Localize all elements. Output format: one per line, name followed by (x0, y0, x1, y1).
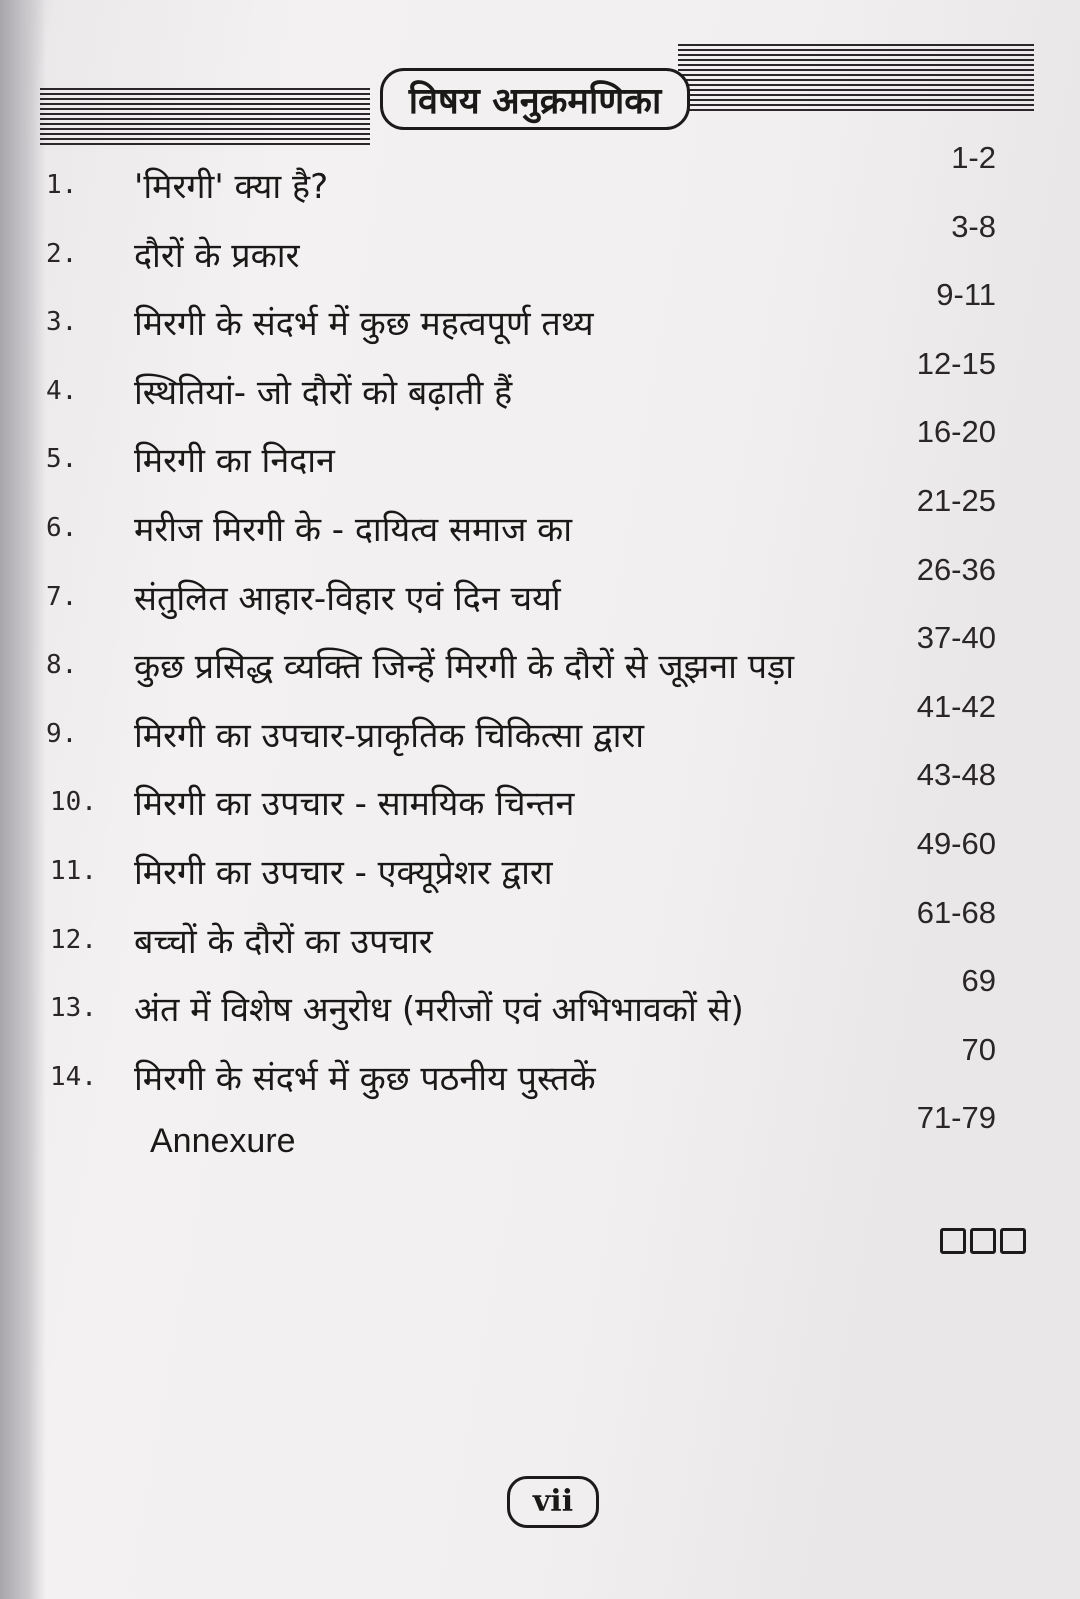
toc-number: 10. (50, 787, 97, 818)
toc-title: कुछ प्रसिद्ध व्यक्ति जिन्हें मिरगी के दौरों से जूझना पड़ा (134, 647, 795, 688)
toc-number: 8. (46, 650, 78, 681)
toc-title: संतुलित आहार-विहार एवं दिन चर्या (134, 578, 561, 619)
toc-number: 5. (46, 444, 78, 475)
toc-number: 9. (46, 718, 78, 749)
toc-pages: 12-15 (916, 345, 996, 381)
page-number: vii (532, 1484, 574, 1519)
toc-pages: 70 (961, 1031, 996, 1067)
toc-title: Annexure (150, 1122, 296, 1161)
toc-row (36, 1100, 1046, 1169)
toc-title: मिरगी का उपचार - सामयिक चिन्तन (134, 784, 575, 825)
toc-pages: 61-68 (916, 894, 996, 930)
toc-number: 14. (50, 1061, 97, 1092)
page-title: विषय अनुक्रमणिका (408, 80, 662, 122)
toc-title: मिरगी के संदर्भ में कुछ पठनीय पुस्तकें (134, 1058, 596, 1099)
toc-number: 1. (46, 170, 78, 200)
toc-row (36, 620, 1046, 689)
toc-number: 2. (46, 238, 78, 269)
toc-header (40, 44, 992, 144)
end-of-section-marks (940, 1228, 1026, 1254)
toc-row (36, 963, 1046, 1032)
toc-row (36, 140, 1046, 209)
toc-number: 3. (46, 307, 78, 338)
toc-pages: 71-79 (916, 1100, 996, 1136)
toc-title: अंत में विशेष अनुरोध (मरीजों एवं अभिभावकों से) (134, 990, 744, 1031)
toc-title: मिरगी का उपचार-प्राकृतिक चिकित्सा द्वारा (134, 715, 645, 756)
toc-row (36, 757, 1046, 826)
header-rule-right (678, 44, 1034, 114)
toc-pages: 16-20 (916, 414, 996, 450)
toc-title: मिरगी के संदर्भ में कुछ महत्वपूर्ण तथ्य (134, 304, 594, 345)
toc-title: दौरों के प्रकार (134, 235, 300, 276)
toc-row (36, 1032, 1046, 1101)
title-frame (380, 68, 690, 130)
toc-number: 13. (50, 993, 97, 1024)
toc-pages: 49-60 (916, 825, 996, 861)
toc-title: स्थितियां- जो दौरों को बढ़ाती हैं (134, 372, 513, 413)
toc-row (36, 483, 1046, 552)
toc-title: मिरगी का उपचार - एक्यूप्रेशर द्वारा (134, 852, 553, 893)
toc-pages: 26-36 (916, 551, 996, 587)
toc-title: 'मिरगी' क्या है? (134, 167, 329, 207)
header-rule-left (40, 88, 370, 148)
toc-pages: 9-11 (936, 277, 996, 313)
toc-title: मरीज मिरगी के - दायित्व समाज का (134, 509, 573, 550)
toc-row (36, 346, 1046, 415)
toc-pages: 1-2 (951, 140, 996, 175)
toc-row (36, 689, 1046, 758)
toc-row (36, 277, 1046, 346)
toc-number: 4. (46, 375, 78, 406)
square-ornament-icon (1000, 1228, 1026, 1254)
toc-pages: 3-8 (951, 208, 996, 244)
toc-row (36, 414, 1046, 483)
toc-row (36, 209, 1046, 278)
toc-title: बच्चों के दौरों का उपचार (134, 921, 433, 962)
toc-pages: 21-25 (916, 482, 996, 518)
toc-number: 12. (50, 924, 97, 955)
square-ornament-icon (940, 1228, 966, 1254)
toc-number: 6. (46, 512, 78, 543)
toc-pages: 69 (961, 963, 996, 999)
toc-pages: 43-48 (916, 757, 996, 793)
toc-pages: 37-40 (916, 620, 996, 656)
toc-title: मिरगी का निदान (134, 441, 335, 482)
table-of-contents (36, 140, 1046, 1169)
toc-row (36, 895, 1046, 964)
toc-number: 7. (46, 581, 78, 612)
toc-row (36, 826, 1046, 895)
toc-pages: 41-42 (916, 688, 996, 724)
square-ornament-icon (970, 1228, 996, 1254)
toc-number: 11. (50, 855, 97, 886)
toc-row (36, 552, 1046, 621)
page-number-frame (507, 1476, 599, 1528)
